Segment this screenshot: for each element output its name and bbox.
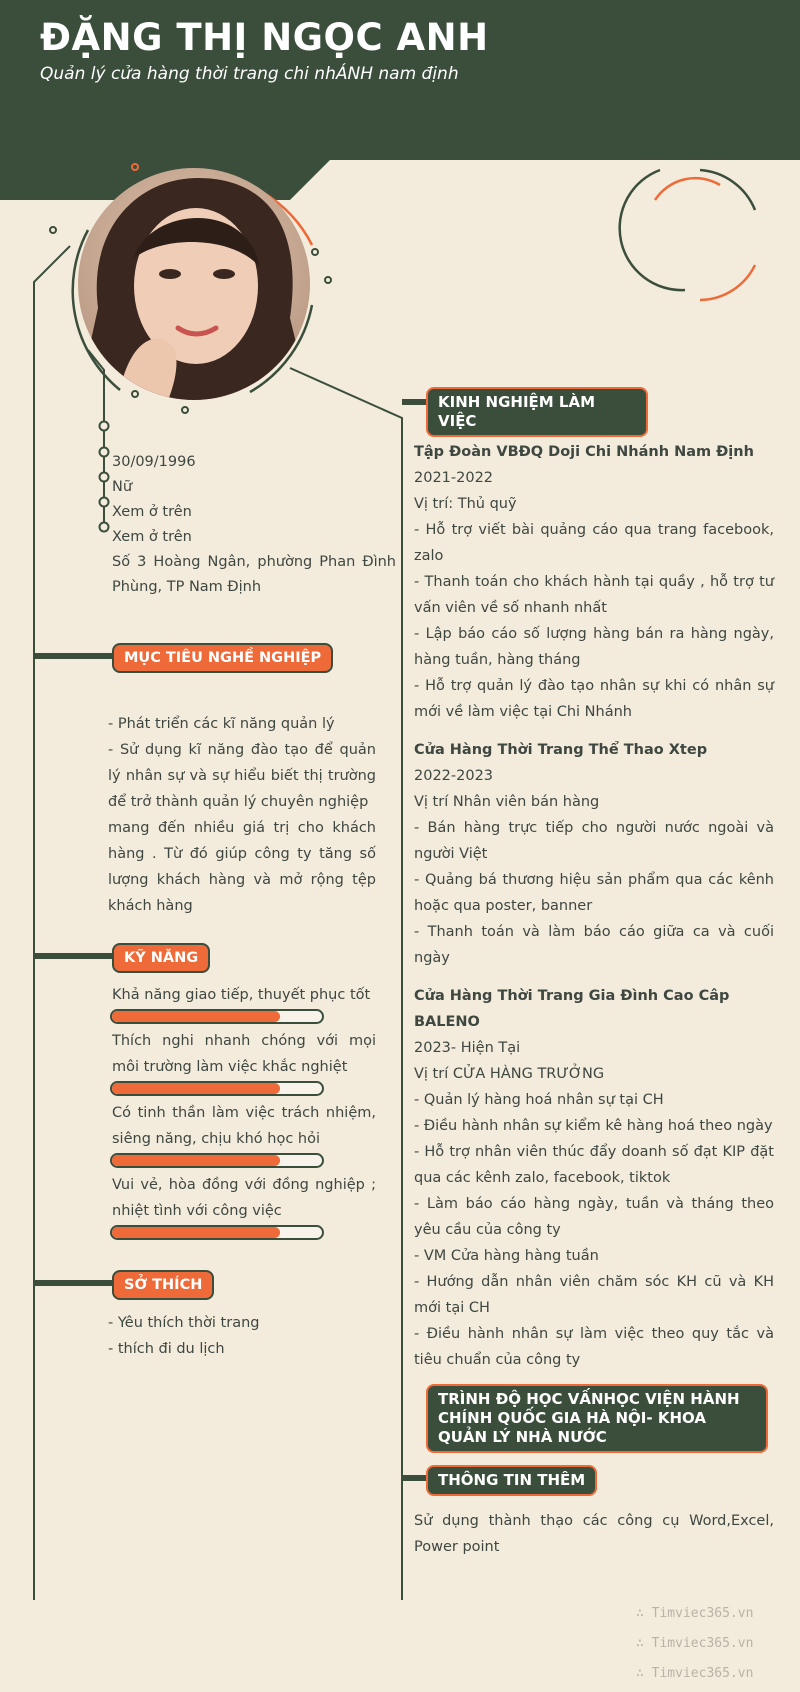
birthdate: 30/09/1996 xyxy=(112,454,196,470)
job-period: 2022-2023 xyxy=(414,768,494,784)
extra-text: Sử dụng thành thạo các công cụ Word,Excel, Power point xyxy=(414,1513,774,1555)
job-period: 2021-2022 xyxy=(414,470,494,486)
objective-text xyxy=(108,711,376,919)
experience-list xyxy=(414,439,774,1385)
hobby-item: - thích đi du lịch xyxy=(108,1341,225,1357)
skill-bar xyxy=(110,1081,324,1096)
job-detail: - Hỗ trợ quản lý đào tạo nhân sự khi có nhân sự mới về làm việc tại Chi Nhánh xyxy=(414,678,774,720)
job-position: Vị trí Nhân viên bán hàng xyxy=(414,794,600,810)
job-detail: - Quản lý hàng hoá nhân sự tại CH xyxy=(414,1092,664,1108)
email: Xem ở trên xyxy=(112,529,192,545)
skill-bar xyxy=(110,1153,324,1168)
job-position: Vị trí: Thủ quỹ xyxy=(414,496,517,512)
job-company: Tập Đoàn VBĐQ Doji Chi Nhánh Nam Định xyxy=(414,444,754,460)
extra-heading: THÔNG TIN THÊM xyxy=(426,1465,597,1496)
objective-heading: MỤC TIÊU NGHỀ NGHIỆP xyxy=(112,643,333,673)
skill-bar xyxy=(110,1009,324,1024)
objective-line: mang đến nhiều giá trị cho khách hàng . Từ đó giúp công ty tăng số lượng khách hàng và mở rộng tệp khách hàng xyxy=(108,820,376,914)
skill-bar xyxy=(110,1225,324,1240)
gender: Nữ xyxy=(112,479,133,495)
job-period: 2023- Hiện Tại xyxy=(414,1040,521,1056)
job-company: Cửa Hàng Thời Trang Gia Đình Cao Câp BALENO xyxy=(414,988,730,1030)
skills-heading: KỸ NĂNG xyxy=(112,943,210,973)
job-detail: - VM Cửa hàng hàng tuần xyxy=(414,1248,599,1264)
job-detail: - Điều hành nhân sự kiểm kê hàng hoá theo ngày xyxy=(414,1118,773,1134)
job-entry xyxy=(414,737,774,971)
skill-label: Vui vẻ, hòa đồng với đồng nghiệp ; nhiệt tình với công việc xyxy=(112,1177,376,1219)
objective-line: - Sử dụng kĩ năng đào tạo để quản lý nhân sự và sự hiểu biết thị trường để trở thành quản lý chuyên nghiệp xyxy=(108,742,376,810)
candidate-name: ĐẶNG THỊ NGỌC ANH xyxy=(40,16,489,59)
job-detail: - Thanh toán cho khách hành tại quầy , hỗ trợ tư vấn viên về số nhanh nhất xyxy=(414,574,774,616)
watermark: ∴ Timviec365.vn xyxy=(636,1606,754,1621)
watermark: ∴ Timviec365.vn xyxy=(636,1636,754,1651)
job-detail: - Lập báo cáo số lượng hàng bán ra hàng ngày, hàng tuần, hàng tháng xyxy=(414,626,774,668)
job-entry xyxy=(414,439,774,725)
skill-bar-fill xyxy=(112,1227,280,1238)
personal-info xyxy=(112,450,396,600)
skill-label: Thích nghi nhanh chóng với mọi môi trường làm việc khắc nghiệt xyxy=(112,1033,376,1075)
hobby-item: - Yêu thích thời trang xyxy=(108,1315,260,1331)
experience-heading: KINH NGHIỆM LÀM VIỆC xyxy=(426,387,648,437)
skill-bar-fill xyxy=(112,1011,280,1022)
job-position: Vị trí CỬA HÀNG TRƯỞNG xyxy=(414,1066,605,1082)
phone: Xem ở trên xyxy=(112,504,192,520)
job-detail: - Hỗ trợ viết bài quảng cáo qua trang facebook, zalo xyxy=(414,522,774,564)
job-detail: - Hỗ trợ nhân viên thúc đẩy doanh số đạt KIP đặt qua các kênh zalo, facebook, tiktok xyxy=(414,1144,774,1186)
skill-bar-fill xyxy=(112,1155,280,1166)
job-company: Cửa Hàng Thời Trang Thể Thao Xtep xyxy=(414,742,708,758)
job-detail: - Làm báo cáo hàng ngày, tuần và tháng theo yêu cầu của công ty xyxy=(414,1196,774,1238)
hobbies-list xyxy=(108,1310,376,1362)
watermark: ∴ Timviec365.vn xyxy=(636,1666,754,1681)
job-detail: - Điều hành nhân sự làm việc theo quy tắc và tiêu chuẩn của công ty xyxy=(414,1326,774,1368)
address: Số 3 Hoàng Ngân, phường Phan Đình Phùng, TP Nam Định xyxy=(112,554,396,595)
job-detail: - Bán hàng trực tiếp cho người nước ngoài và người Việt xyxy=(414,820,774,862)
objective-line: - Phát triển các kĩ năng quản lý xyxy=(108,716,335,732)
skill-label: Có tinh thần làm việc trách nhiệm, siêng năng, chịu khó học hỏi xyxy=(112,1105,376,1147)
portrait-image xyxy=(78,168,310,400)
skill-bar-fill xyxy=(112,1083,280,1094)
profile-photo xyxy=(78,168,310,400)
education-heading: TRÌNH ĐỘ HỌC VẤNHỌC VIỆN HÀNH CHÍNH QUỐC GIA HÀ NỘI- KHOA QUẢN LÝ NHÀ NƯỚC xyxy=(426,1384,768,1453)
job-detail: - Thanh toán và làm báo cáo giữa ca và cuối ngày xyxy=(414,924,774,966)
job-detail: - Quảng bá thương hiệu sản phẩm qua các kênh hoặc qua poster, banner xyxy=(414,872,774,914)
skill-label: Khả năng giao tiếp, thuyết phục tốt xyxy=(112,987,371,1003)
job-detail: - Hướng dẫn nhân viên chăm sóc KH cũ và KH mới tại CH xyxy=(414,1274,774,1316)
hobbies-heading: SỞ THÍCH xyxy=(112,1270,214,1300)
job-entry xyxy=(414,983,774,1373)
job-title: Quản lý cửa hàng thời trang chi nhÁNH nam định xyxy=(40,64,459,84)
